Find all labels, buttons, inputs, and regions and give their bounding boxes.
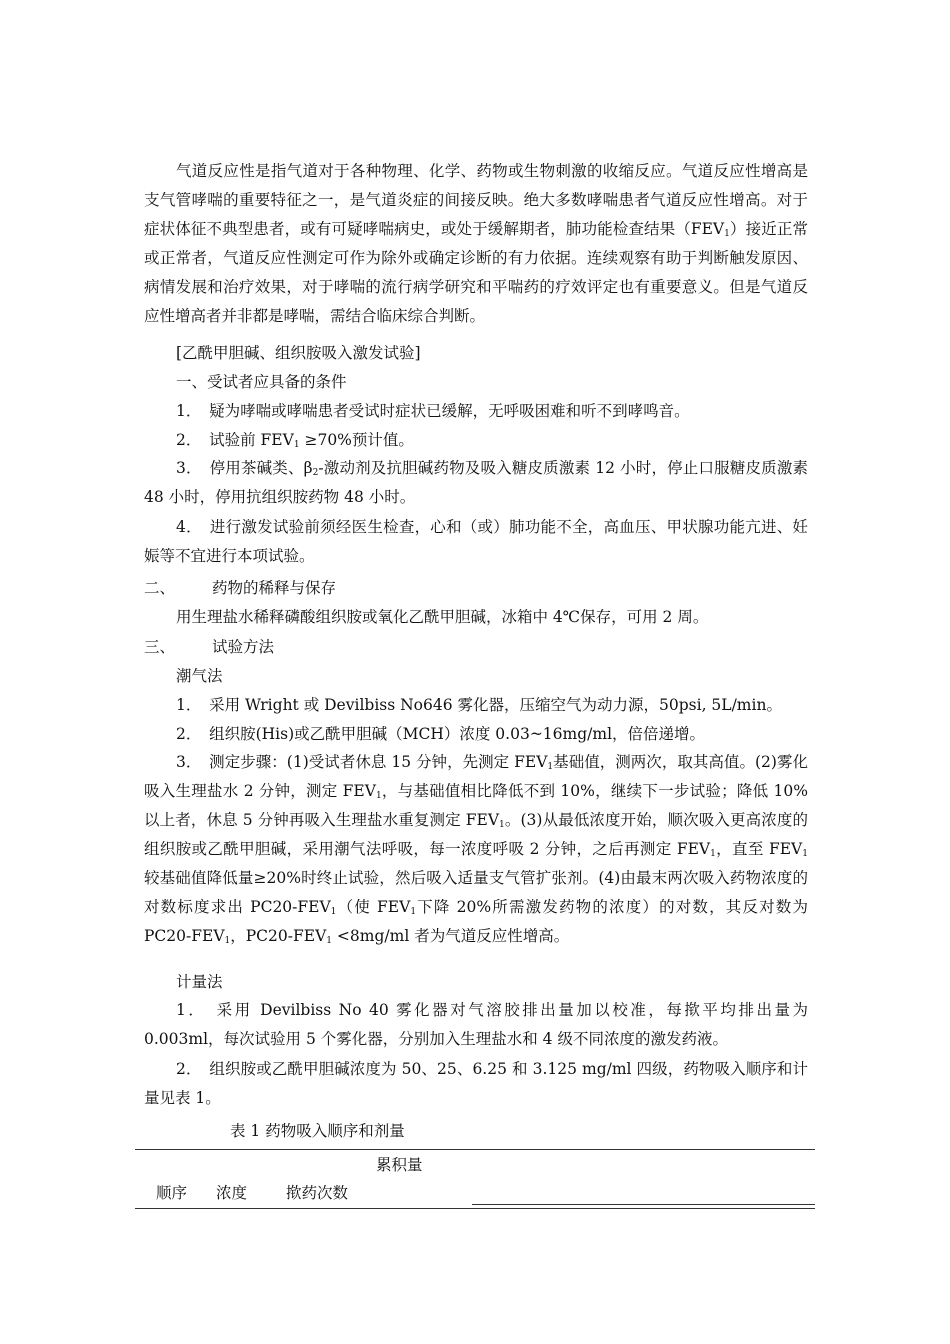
table-col-order: 顺序 [156, 1184, 188, 1202]
part3-number: 三、 [144, 638, 176, 656]
part1-item2: 2． 试验前 $FEV_1 \ge 70\%$预计值。 [176, 431, 414, 450]
table-subheader-rule [472, 1204, 815, 1205]
part1-item4: 4． 进行激发试验前须经医生检查，心和（或）肺功能不全，高血压、甲状腺功能亢进、妊娠等不宜进行本项试验。 [144, 518, 808, 565]
part1-item3: 3． 停用茶碱类、$\beta_2-$激动剂及抗胆碱药物及吸入糖皮质激素 12 小时，停止口服糖皮质激素 48 小时，停用抗组织胺药物 48 小时。 [144, 459, 808, 506]
table-top-rule [135, 1149, 815, 1150]
table-col-puffs: 揿药次数 [286, 1184, 349, 1202]
part1-item1: 1． 疑为哮喘或哮喘患者受试时症状已缓解，无呼吸困难和听不到哮鸣音。 [176, 402, 690, 420]
tidal-item3: 3． 测定步骤：(1)受试者休息 15 分钟，先测定 $FEV_1$基础值，测两次，取其高值。(2)雾化吸入生理盐水 2 分钟，测定 $FEV_1$，与基础值相比降低不到 10%，继续下一步试验；降低 10%以上者，休息 5 分钟再吸入生理盐水重复测定 $FEV_1$。(3)从最低浓度开始，顺次吸入更高浓度的组织胺或乙酰甲胆碱，采用潮气法呼吸，每一浓度呼吸 2 分钟，之后再测定 $FEV_1$，直至 $FEV_1$较基础值降低量≥20%时终止试验，然后吸入适量支气管扩张剂。(4)由最末两次吸入药物浓度的对数标度求出 $PC20-FEV_1$（使 $FEV_1$下降 20%所需激发药物的浓度）的对数，其反对数为 $PC20-FEV_1$，$PC20-FEV_1 <8mg/ml$ 者为气道反应性增高。 [144, 753, 808, 946]
intro-paragraph: 气道反应性是指气道对于各种物理、化学、药物或生物刺激的收缩反应。气道反应性增高是支气管哮喘的重要特征之一，是气道炎症的间接反映。绝大多数哮喘患者气道反应性增高。对于症状体征不典型患者，或有可疑哮喘病史，或处于缓解期者，肺功能检查结果$(FEV_1)$接近正常或正常者，气道反应性测定可作为除外或确定诊断的有力依据。连续观察有助于判断触发原因、病情发展和治疗效果，对于哮喘的流行病学研究和平喘药的疗效评定也有重要意义。但是气道反应性增高者并非都是哮喘，需结合临床综合判断。 [144, 162, 808, 325]
tidal-method-title: 潮气法 [176, 667, 223, 685]
dosimeter-item1: 1． 采用 Devilbiss No 40 雾化器对气溶胶排出量加以校准，每揿平均排出量为 0.003ml，每次试验用 5 个雾化器，分别加入生理盐水和 4 级不同浓度的激发药液。 [144, 1001, 808, 1048]
part2-number: 二、 [144, 579, 176, 597]
table-group-header: 累积量 [376, 1156, 423, 1174]
part2-heading: 药物的稀释与保存 [212, 579, 337, 597]
table-col-concentration: 浓度 [216, 1184, 248, 1202]
part1-heading: 一、受试者应具备的条件 [176, 373, 347, 391]
table-header-rule [135, 1208, 815, 1209]
section-title: [乙酰甲胆碱、组织胺吸入激发试验] [176, 344, 421, 362]
part3-heading: 试验方法 [212, 638, 275, 656]
dosimeter-item2: 2． 组织胺或乙酰甲胆碱浓度为 50、25、6.25 和 3.125 mg/ml 四级，药物吸入顺序和计量见表 1。 [144, 1060, 808, 1107]
part2-text: 用生理盐水稀释磷酸组织胺或氧化乙酰甲胆碱，冰箱中 4℃保存，可用 2 周。 [176, 608, 709, 626]
tidal-item2: 2． 组织胺(His)或乙酰甲胆碱（MCH）浓度 0.03~16mg/ml，倍倍递增。 [176, 725, 706, 743]
dosimeter-method-title: 计量法 [176, 973, 223, 991]
table-caption: 表 1 药物吸入顺序和剂量 [230, 1122, 405, 1140]
tidal-item1: 1． 采用 Wright 或 Devilbiss No646 雾化器，压缩空气为动力源，50psi, 5L/min。 [176, 696, 782, 714]
